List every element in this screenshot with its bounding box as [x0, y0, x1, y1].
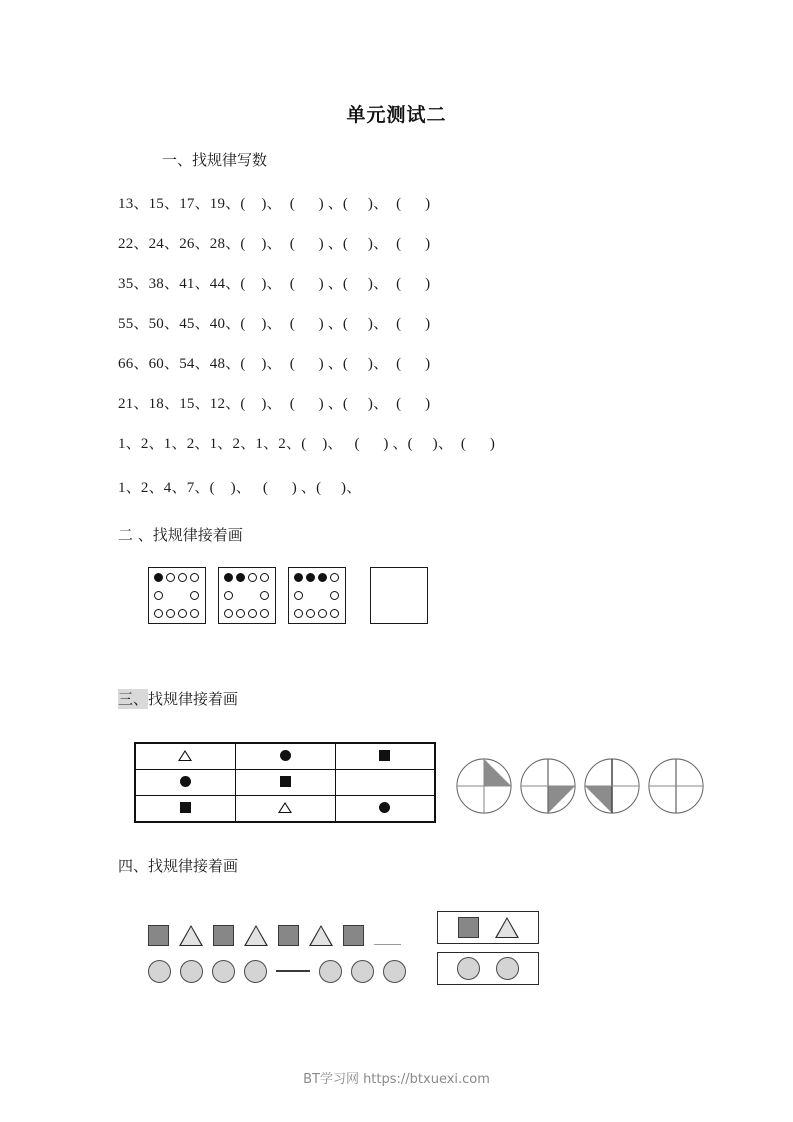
- number-sequence-row-5: 66、60、54、48、( )、 ( ) 、( )、 ( ): [118, 356, 431, 372]
- dot: [224, 591, 233, 600]
- circle-icon: [457, 957, 480, 980]
- number-sequence-row-4: 55、50、45、40、( )、 ( ) 、( )、 ( ): [118, 316, 431, 332]
- circle-icon: [383, 960, 406, 983]
- dot-box-sequence: [148, 567, 428, 624]
- square-icon: [343, 925, 364, 946]
- grid-cell-r2c1: [135, 770, 235, 796]
- dot: [166, 609, 175, 618]
- section-three-heading-rest: 找规律接着画: [148, 690, 239, 708]
- quarter-circle-3: [583, 757, 641, 815]
- dot: [248, 609, 257, 618]
- dot: [178, 609, 187, 618]
- dot: [330, 609, 339, 618]
- section-two-heading: 二 、找规律接着画: [118, 526, 243, 544]
- square-icon: [280, 776, 291, 787]
- number-sequence-row-7: 1、2、1、2、1、2、1、2、( )、 ( ) 、( )、 ( ): [118, 436, 496, 452]
- circle-icon: [351, 960, 374, 983]
- circle-icon: [280, 750, 291, 761]
- section-three-heading: [118, 688, 238, 709]
- answer-blank[interactable]: [374, 944, 401, 945]
- dot: [306, 573, 315, 582]
- circle-icon: [244, 960, 267, 983]
- pattern-grid: [134, 742, 436, 823]
- page-title: 单元测试二: [346, 104, 447, 126]
- shape-sequence-row-1: [148, 912, 406, 946]
- square-icon: [278, 925, 299, 946]
- circle-icon: [180, 776, 191, 787]
- grid-cell-r1c3: [335, 743, 435, 770]
- triangle-icon: [495, 917, 519, 938]
- dot: [154, 609, 163, 618]
- dot: [318, 573, 327, 582]
- dot: [190, 591, 199, 600]
- circle-icon: [319, 960, 342, 983]
- circle-icon: [212, 960, 235, 983]
- square-icon: [458, 917, 479, 938]
- dot: [248, 573, 257, 582]
- dot: [236, 573, 245, 582]
- square-icon: [213, 925, 234, 946]
- footer-watermark: BT学习网 https://btxuexi.com: [303, 1072, 490, 1087]
- table-row: [135, 770, 435, 796]
- legend-box-squares-triangles: [437, 911, 539, 944]
- section-four-heading: 四、找规律接着画: [118, 857, 239, 875]
- table-row: [135, 743, 435, 770]
- section-three-heading-prefix: 三、: [118, 690, 149, 708]
- square-icon: [180, 802, 191, 813]
- dot: [236, 609, 245, 618]
- grid-cell-r3c1: [135, 796, 235, 823]
- circle-icon: [148, 960, 171, 983]
- circle-icon: [180, 960, 203, 983]
- dot: [294, 609, 303, 618]
- dot: [190, 573, 199, 582]
- number-sequence-row-3: 35、38、41、44、( )、 ( ) 、( )、 ( ): [118, 276, 431, 292]
- quarter-circle-4-blank[interactable]: [647, 757, 705, 815]
- dot-box-4-blank[interactable]: [370, 567, 428, 624]
- dot-box-3: [288, 567, 346, 624]
- dot: [330, 573, 339, 582]
- legend-box-circles: [437, 952, 539, 985]
- quarter-circle-2: [519, 757, 577, 815]
- number-sequence-row-8: 1、2、4、7、( )、 ( ) 、( )、: [118, 480, 362, 496]
- number-sequence-row-6: 21、18、15、12、( )、 ( ) 、( )、 ( ): [118, 396, 431, 412]
- quarter-circle-1: [455, 757, 513, 815]
- square-icon: [148, 925, 169, 946]
- number-sequence-row-2: 22、24、26、28、( )、 ( ) 、( )、 ( ): [118, 236, 431, 252]
- shape-sequence-block: [148, 912, 406, 988]
- triangle-icon: [309, 925, 333, 946]
- grid-cell-r1c2: [235, 743, 335, 770]
- shape-legend: [437, 911, 539, 985]
- table-row: [135, 796, 435, 823]
- square-icon: [379, 750, 390, 761]
- dot: [260, 591, 269, 600]
- dot-box-1: [148, 567, 206, 624]
- dot: [260, 573, 269, 582]
- shape-sequence-row-2: [148, 954, 406, 988]
- grid-cell-r3c2: [235, 796, 335, 823]
- dot: [330, 591, 339, 600]
- grid-cell-r1c1: [135, 743, 235, 770]
- dot: [224, 573, 233, 582]
- dot: [178, 573, 187, 582]
- dot: [294, 591, 303, 600]
- grid-cell-r2c3-blank[interactable]: [335, 770, 435, 796]
- section-one-heading: 一、找规律写数: [162, 151, 268, 169]
- dot-box-2: [218, 567, 276, 624]
- grid-cell-r2c2: [235, 770, 335, 796]
- dot: [294, 573, 303, 582]
- dot: [154, 573, 163, 582]
- quarter-circle-sequence: [455, 757, 705, 815]
- triangle-icon: [179, 925, 203, 946]
- dot: [318, 609, 327, 618]
- number-sequence-row-1: 13、15、17、19、( )、 ( ) 、( )、 ( ): [118, 196, 431, 212]
- triangle-icon: [244, 925, 268, 946]
- dot: [154, 591, 163, 600]
- dot: [260, 609, 269, 618]
- dot: [190, 609, 199, 618]
- circle-icon: [496, 957, 519, 980]
- dot: [306, 609, 315, 618]
- answer-blank[interactable]: [276, 970, 310, 972]
- circle-icon: [379, 802, 390, 813]
- triangle-icon: [278, 802, 292, 813]
- grid-cell-r3c3: [335, 796, 435, 823]
- dot: [166, 573, 175, 582]
- dot: [224, 609, 233, 618]
- triangle-icon: [178, 750, 192, 761]
